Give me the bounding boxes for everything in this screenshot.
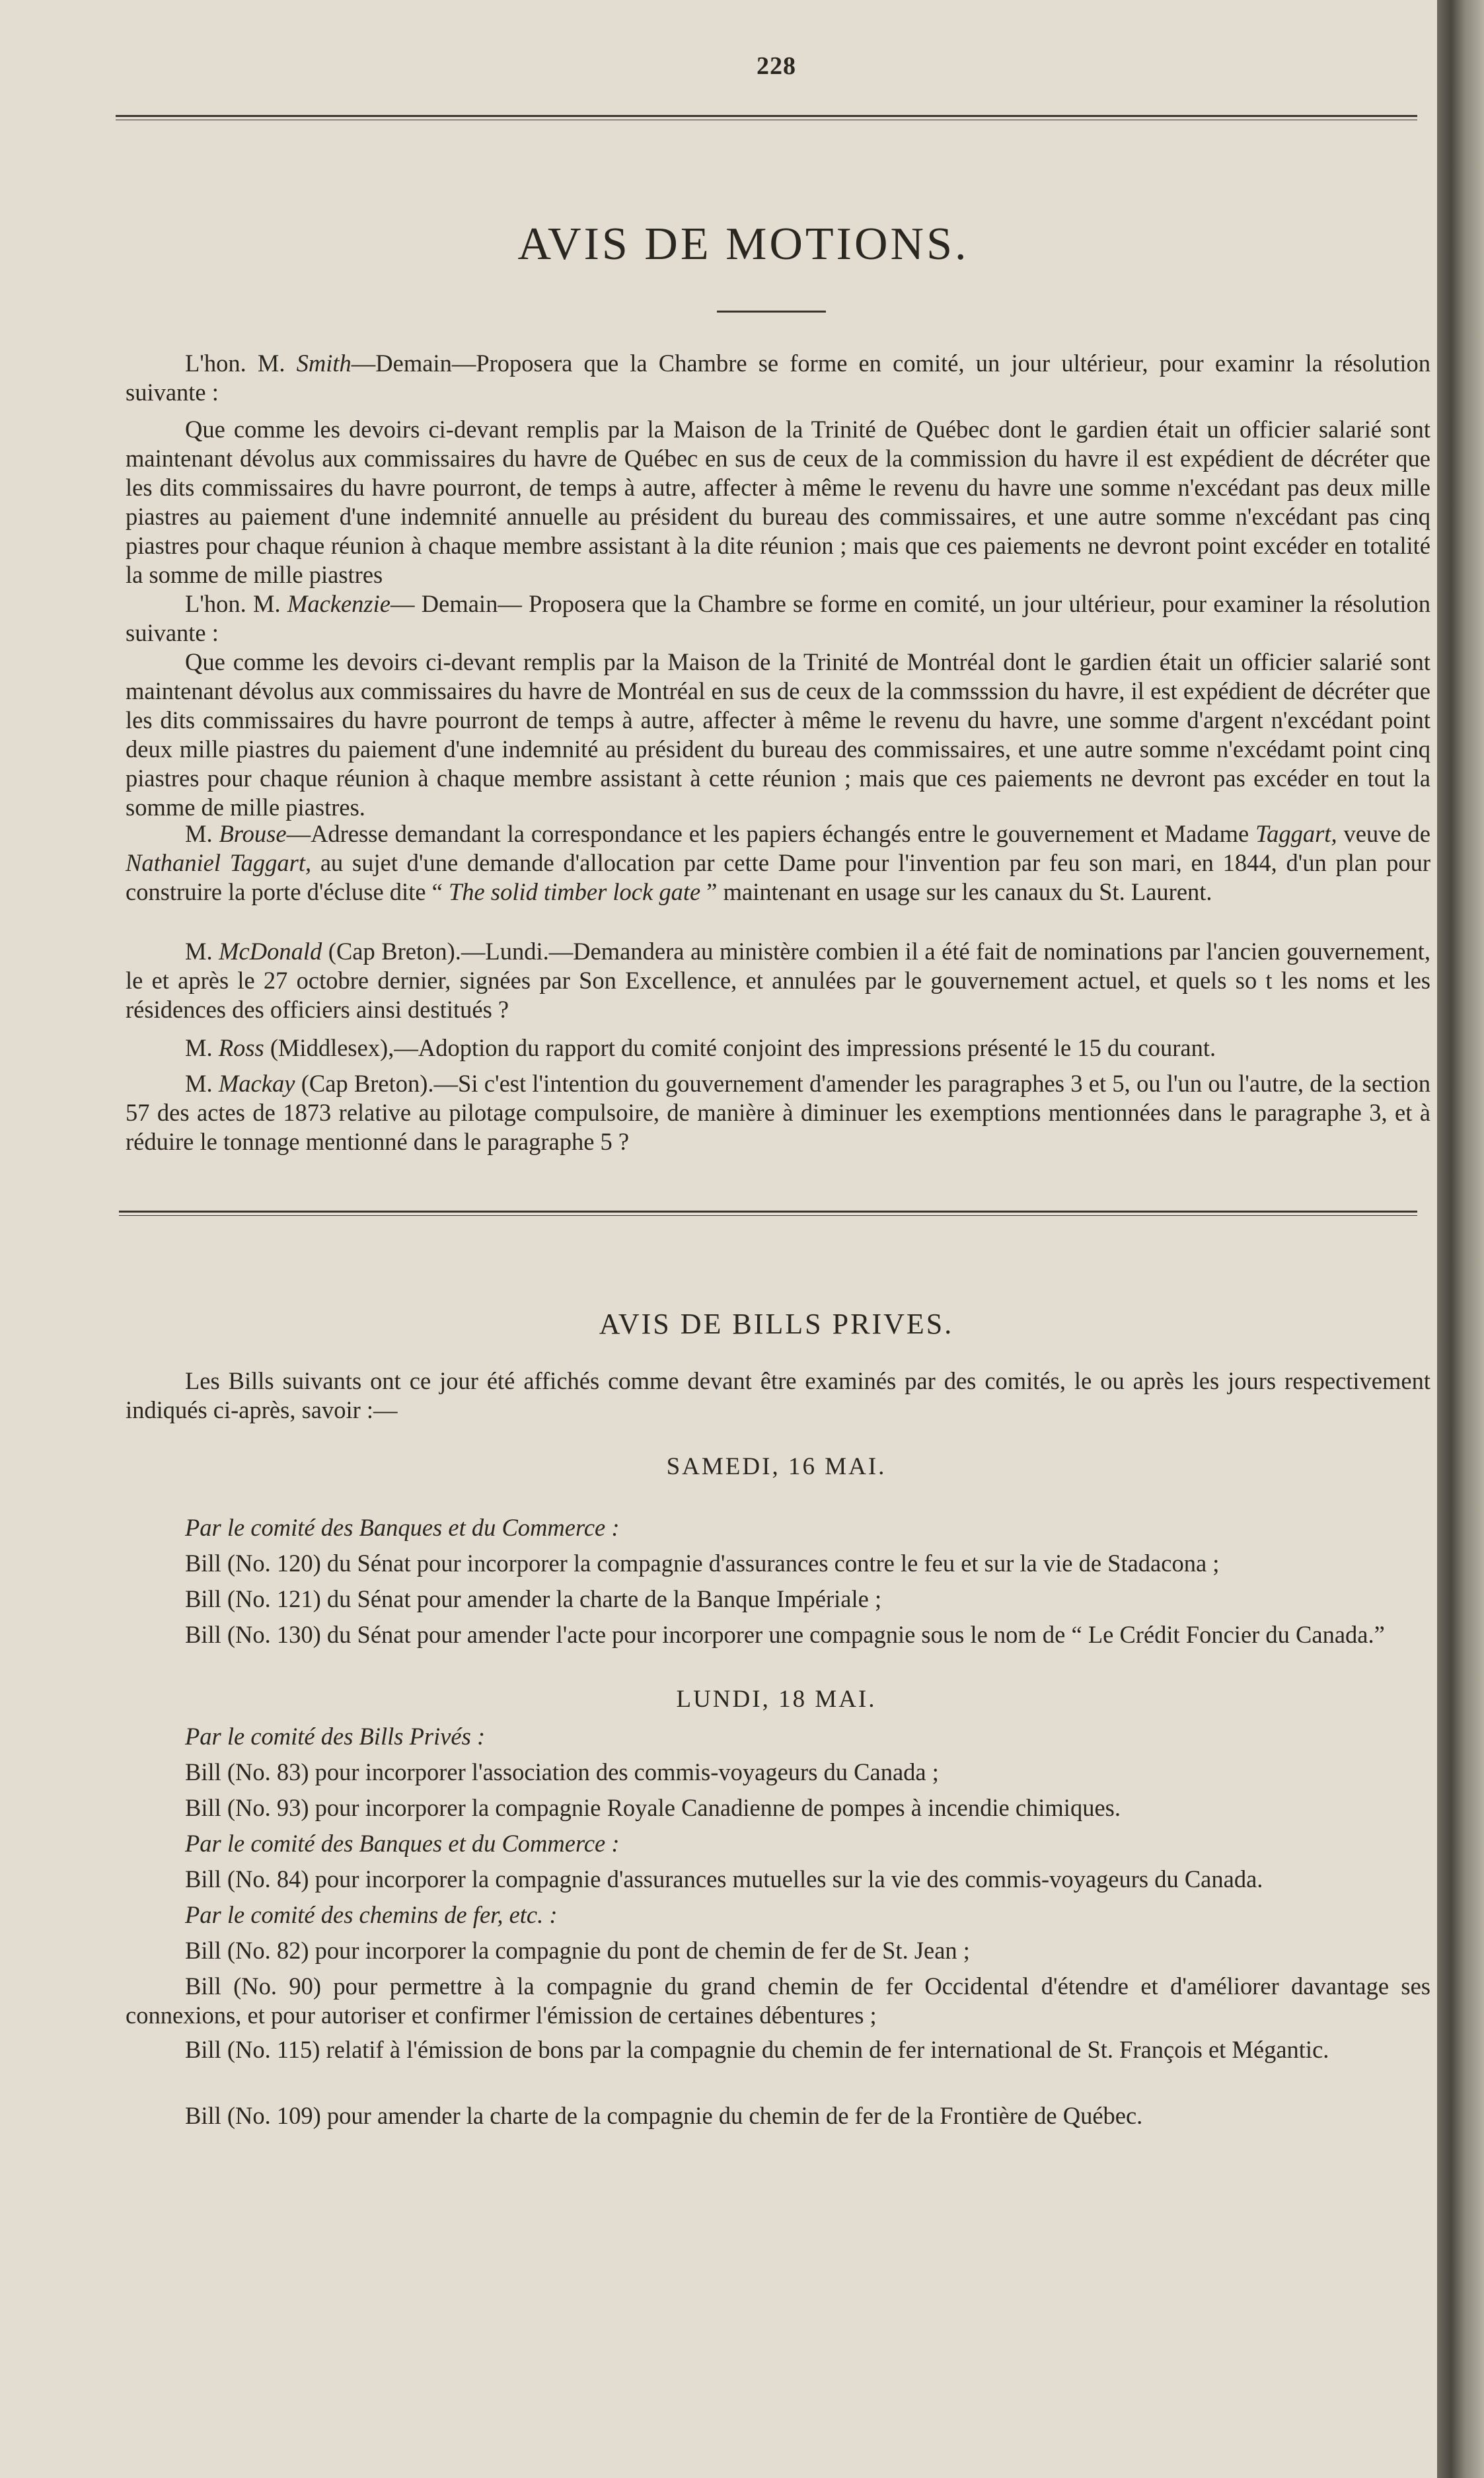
bill-120: Bill (No. 120) du Sénat pour incorporer la compagnie d'assurances contre le feu et sur la vie de Stadacona ; [185,1550,1220,1577]
section-rule [119,1211,1417,1216]
bill-84: Bill (No. 84) pour incorporer la compagnie d'assurances mutuelles sur la vie des commis-voyageurs du Canada. [185,1865,1263,1893]
committee-banques-2: Par le comité des Banques et du Commerce : [185,1830,620,1857]
motion-brouse: M. Brouse—Adresse demandant la correspondance et les papiers échangés entre le gouvernement et Madame Taggart, veuve de Nathaniel Taggart, au sujet d'une demande d'allocation par cette Dame pour l'invention par feu son mari, en 1844, d'un plan pour construire la porte d'écluse dite “ The solid timber lock gate ” maintenant en usage sur les canaux du St. Laurent. [126,820,1431,905]
bill-109: Bill (No. 109) pour amender la charte de la compagnie du chemin de fer de la Frontière de Québec. [185,2102,1143,2129]
header-rule [116,115,1417,120]
motion-mackay: M. Mackay (Cap Breton).—Si c'est l'intention du gouvernement d'amender les paragraphes 3 et 5, ou l'un ou l'autre, de la section 57 des actes de 1873 relative au pilotage compulsoire, de manière à diminuer les exemptions mentionnées dans le paragraphe 3, et à réduire le tonnage mentionné dans le paragraphe 5 ? [126,1070,1431,1155]
motion-smith: L'hon. M. Smith—Demain—Proposera que la Chambre se forme en comité, un jour ultérieur, pour examinr la résolution suivante : [126,350,1431,406]
page-number: 228 [757,52,796,80]
bill-121: Bill (No. 121) du Sénat pour amender la charte de la Banque Impériale ; [185,1585,882,1612]
committee-banques-1: Par le comité des Banques et du Commerce : [185,1514,620,1541]
bill-90: Bill (No. 90) pour permettre à la compagnie du grand chemin de fer Occidental d'étendre et d'améliorer davantage ses connexions, et pour autoriser et confirmer l'émission de certaines débentures ; [126,1972,1430,2029]
committee-bills-prives: Par le comité des Bills Privés : [185,1723,486,1750]
motion-smith-resolution: Que comme les devoirs ci-devant remplis par la Maison de la Trinité de Québec dont le gardien était un officier salarié sont maintenant dévolus aux commissaires du havre de Québec en sus de ceux de la commission du havre il est expédient de décréter que les dits commissaires du havre pourront, de temps à autre, affecter à même le revenu du havre une somme n'excédant pas deux mille piastres au paiement d'une indemnité annuelle au président du bureau des commissaires, et une autre somme n'excédant pas cinq piastres pour chaque réunion à chaque membre assistant à la dite réunion ; mais que ces paiements ne devront point excéder en totalité la somme de mille piastres [126,416,1430,588]
bill-82: Bill (No. 82) pour incorporer la compagnie du pont de chemin de fer de St. Jean ; [185,1937,970,1964]
day-heading-lundi: LUNDI, 18 MAI. [676,1686,877,1713]
motion-ross: M. Ross (Middlesex),—Adoption du rapport du comité conjoint des impressions présenté le 15 du courant. [185,1034,1216,1061]
bill-93: Bill (No. 93) pour incorporer la compagnie Royale Canadienne de pompes à incendie chimiques. [185,1794,1121,1821]
bill-115: Bill (No. 115) relatif à l'émission de bons par la compagnie du chemin de fer international de St. François et Mégantic. [185,2036,1329,2063]
bill-83: Bill (No. 83) pour incorporer l'association des commis-voyageurs du Canada ; [185,1758,939,1785]
bills-intro: Les Bills suivants ont ce jour été affichés comme devant être examinés par des comités, le ou après les jours respectivement indiqués ci-après, savoir :— [126,1367,1430,1423]
motion-mcdonald: M. McDonald (Cap Breton).—Lundi.—Demandera au ministère combien il a été fait de nominations par l'ancien gouvernement, le et après le 27 octobre dernier, signées par Son Excellence, et annulées par le gouvernement actuel, et quels so t les noms et les résidences des officiers ainsi destitués ? [126,938,1430,1023]
motions-title: AVIS DE MOTIONS. [517,219,969,270]
motion-mackenzie: L'hon. M. Mackenzie— Demain— Proposera que la Chambre se forme en comité, un jour ultérieur, pour examiner la résolution suivante : [126,590,1431,646]
day-heading-samedi: SAMEDI, 16 MAI. [666,1453,887,1480]
book-spine-shadow [1437,0,1484,2478]
bill-130: Bill (No. 130) du Sénat pour amender l'acte pour incorporer une compagnie sous le nom de “ Le Crédit Foncier du Canada.” [185,1621,1385,1648]
committee-chemins-de-fer: Par le comité des chemins de fer, etc. : [185,1901,558,1928]
title-divider [717,311,826,313]
bills-title: AVIS DE BILLS PRIVES. [599,1308,954,1340]
motion-mackenzie-resolution: Que comme les devoirs ci-devant remplis par la Maison de la Trinité de Montréal dont le gardien était un officier salarié sont maintenant dévolus aux commissaires du havre de Montréal en sus de ceux de la commsssion du havre, il est expédient de décréter que les dits commissaires du havre pourront de temps à autre, affecter à même le revenu du havre, une somme d'argent n'excédant point deux mille piastres du paiement d'une indemnité au président du bureau des commissaires, et une autre somme n'excédamt point cinq piastres pour chaque réunion à chaque membre assistant à cette réunion ; mais que ces paiements ne devront pas excéder en tout la somme de mille piastres. [126,648,1430,821]
